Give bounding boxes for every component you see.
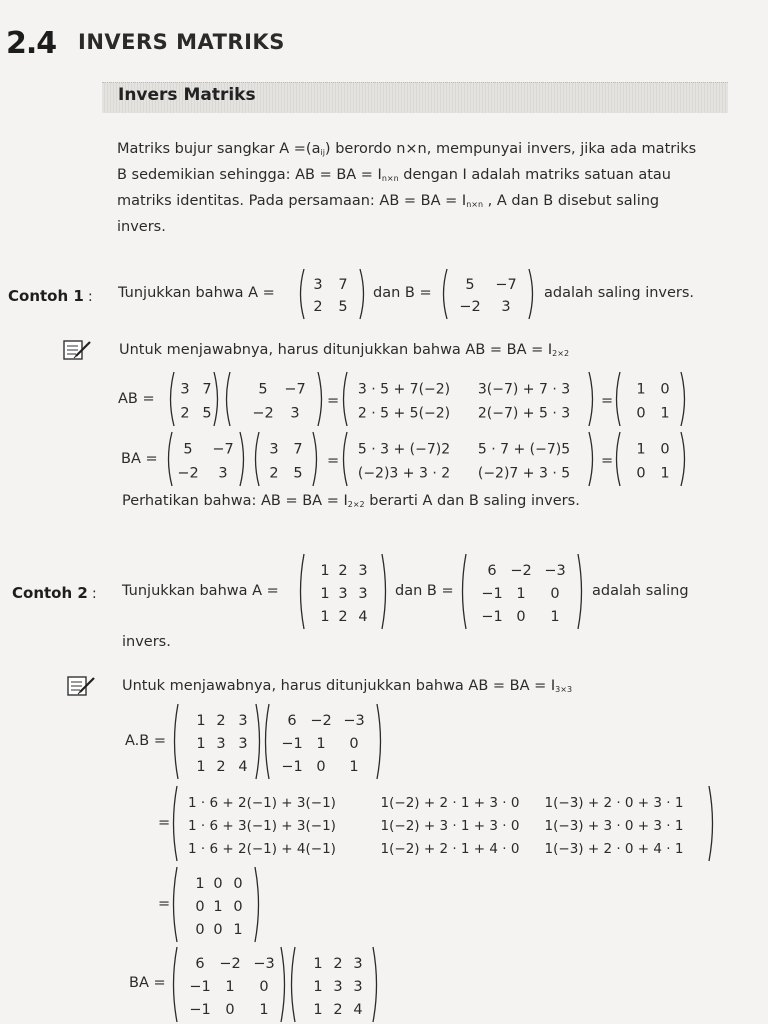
subscript: 2×2 [552,349,570,358]
ab3-factor-a-right-paren [256,704,260,779]
example-1-matrix-a-cell: 2 [313,299,323,316]
ab3-factor-b-right-paren [377,704,381,779]
ba-expanded-cell: 5 · 3 + (−7)2 [357,441,451,458]
ba-factor-b-cell: −7 [212,441,234,458]
ba3-factor-b-right-paren [281,947,285,1022]
ba3-factor-a-cell: 2 [333,1001,343,1018]
ba-expanded-cell: (−2)7 + 3 · 5 [477,465,571,482]
ba-expanded-cell: 5 · 7 + (−7)5 [477,441,571,458]
example-2-statement-pre: Tunjukkan bahwa A = [122,583,279,599]
ab3-factor-a-cell: 2 [216,712,226,729]
subscript: n×n [466,200,484,209]
example-2-matrix-b-right-paren [578,554,582,629]
example-2-statement-next: invers. [122,634,171,650]
ab3-factor-b-cell: −1 [281,758,303,775]
ab3-factor-b-cell: 0 [316,758,326,775]
ab-identity-cell: 0 [636,405,646,422]
example-2-matrix-a-cell: 3 [358,562,368,579]
example-1-matrix-b-right-paren [529,269,533,319]
ba3-factor-b-cell: −3 [253,955,275,972]
example-2-statement-mid: dan B = [395,583,454,599]
ba3-factor-a-cell: 4 [353,1001,363,1018]
ab-factor-a-cell: 2 [180,405,190,422]
ba3-factor-a-cell: 2 [333,955,343,972]
ab-factor-b-cell: −7 [284,381,306,398]
ab-factor-a-cell: 3 [180,381,190,398]
colon: : [87,289,93,305]
ba3-label: BA = [129,975,166,991]
equals-sign: = [327,453,340,469]
example-2-matrix-a-cell: 2 [338,608,348,625]
example-2-label-text: Contoh 2 [12,584,88,602]
equals-sign: = [158,896,171,912]
ab3-factor-b-cell: −3 [343,712,365,729]
ba-identity-cell: 0 [636,465,646,482]
ab-factor-a-cell: 5 [202,405,212,422]
intro-line-4: invers. [117,219,166,235]
ab3-identity-cell: 0 [213,875,223,892]
subsection-title: Invers Matriks [118,85,256,105]
example-1-label-text: Contoh 1 [8,287,84,305]
ba-factor-a-cell: 5 [293,465,303,482]
ba3-factor-a-cell: 1 [313,955,323,972]
ab3-factor-b-cell: 6 [287,712,297,729]
ba3-factor-a-cell: 3 [333,978,343,995]
ba3-factor-a-right-paren [373,947,377,1022]
example-2-matrix-b-cell: 0 [516,608,526,625]
ba-factor-a-cell: 3 [269,441,279,458]
ba-identity-cell: 1 [636,441,646,458]
ba-expanded-cell: (−2)3 + 3 · 2 [357,465,451,482]
ab-factor-b-cell: −2 [252,405,274,422]
ab3-factor-b-cell: 0 [349,735,359,752]
ab3-identity-left-paren [174,867,178,942]
ab3-factor-b-left-paren [266,704,270,779]
ba-factor-b-cell: 3 [218,465,228,482]
conclusion-text: Perhatikan bahwa: AB = BA = I [122,493,348,509]
example-1-matrix-a-left-paren [301,269,305,319]
example-2-matrix-a-cell: 3 [338,585,348,602]
example-1-statement-post: adalah saling invers. [544,285,695,301]
ab3-factor-a-left-paren [175,704,179,779]
ab3-expanded-cell: 1 · 6 + 3(−1) + 3(−1) [188,817,336,834]
example-2-matrix-b-cell: −3 [544,562,566,579]
ba3-factor-b-cell: 6 [195,955,205,972]
ab3-factor-a-cell: 1 [196,758,206,775]
equals-sign: = [158,815,171,831]
ba-expanded-left-paren [344,432,348,486]
ab3-factor-b-cell: 1 [316,735,326,752]
ab3-factor-a-cell: 4 [238,758,248,775]
ab3-expanded-cell: 1(−2) + 2 · 1 + 4 · 0 [380,840,520,857]
example-2-matrix-a-cell: 1 [320,585,330,602]
example-2-matrix-b-cell: 1 [516,585,526,602]
ab-factor-b-cell: 5 [258,381,268,398]
ab3-factor-a-cell: 3 [238,735,248,752]
ab3-identity-cell: 0 [195,898,205,915]
ab3-expanded-cell: 1(−2) + 3 · 1 + 3 · 0 [380,817,520,834]
example-2-statement-post: adalah saling [592,583,689,599]
example-1-matrix-b-cell: −2 [459,299,481,316]
example-2-matrix-a-cell: 2 [338,562,348,579]
ab3-factor-a-cell: 3 [216,735,226,752]
ab-identity-cell: 1 [636,381,646,398]
ab-expanded-cell: 2(−7) + 5 · 3 [477,405,571,422]
ba-factor-a-cell: 7 [293,441,303,458]
ba3-factor-a-cell: 3 [353,955,363,972]
ba3-factor-b-cell: −1 [189,978,211,995]
ab3-expanded-cell: 1 · 6 + 2(−1) + 4(−1) [188,840,336,857]
ab-expanded-cell: 3(−7) + 7 · 3 [477,381,571,398]
ab-factor-b-cell: 3 [290,405,300,422]
example-2-matrix-a-cell: 4 [358,608,368,625]
example-1-statement-mid: dan B = [373,285,432,301]
ab-factor-a-left-paren [171,372,175,426]
example-2-matrix-b-cell: 1 [550,608,560,625]
ab-label: AB = [118,391,155,407]
hint-text: Untuk menjawabnya, harus ditunjukkan bahwa AB = BA = I [122,678,556,694]
example-1-matrix-b-cell: 3 [501,299,511,316]
subscript: 2×2 [347,500,365,509]
example-1-matrix-b-cell: −7 [495,277,517,294]
intro-line-3: matriks identitas. Pada persamaan: AB = BA = I [117,193,467,209]
ba-factor-b-cell: 5 [183,441,193,458]
ba-expanded-right-paren [589,432,593,486]
ba-identity-cell: 1 [660,465,670,482]
ba-factor-b-right-paren [240,432,244,486]
example-1-matrix-a-right-paren [360,269,364,319]
ba3-factor-b-left-paren [174,947,178,1022]
ab-factor-a-cell: 7 [202,381,212,398]
ab-identity-cell: 0 [660,381,670,398]
hint-text: Untuk menjawabnya, harus ditunjukkan bahwa AB = BA = I [119,342,553,358]
ab3-identity-cell: 1 [195,875,205,892]
intro-line-1-rest: ) berordo n×n, mempunyai invers, jika ada matriks [324,141,697,157]
ab-expanded-cell: 2 · 5 + 5(−2) [357,405,451,422]
example-1-matrix-a-cell: 7 [338,277,348,294]
example-2-matrix-a-cell: 1 [320,608,330,625]
ab-expanded-right-paren [589,372,593,426]
example-2-matrix-a-right-paren [382,554,386,629]
ba-identity-left-paren [617,432,621,486]
ab3-factor-a-cell: 3 [238,712,248,729]
intro-line-2-rest: dengan I adalah matriks satuan atau [398,167,671,183]
example-1-matrix-a-cell: 3 [313,277,323,294]
equals-sign: = [327,393,340,409]
example-1-matrix-a-cell: 5 [338,299,348,316]
subscript: n×n [381,174,399,183]
ba3-factor-a-cell: 1 [313,1001,323,1018]
ab3-identity-cell: 0 [213,921,223,938]
section-title: INVERS MATRIKS [78,30,285,54]
ba-factor-a-left-paren [256,432,260,486]
ab3-factor-a-cell: 1 [196,735,206,752]
ab3-expanded-cell: 1(−2) + 2 · 1 + 3 · 0 [380,794,520,811]
ab-identity-cell: 1 [660,405,670,422]
ba3-factor-a-cell: 1 [313,978,323,995]
ab-factor-a-right-paren [214,372,218,426]
ab3-factor-b-cell: 1 [349,758,359,775]
ba-label: BA = [121,451,158,467]
subscript: ij [320,148,325,157]
ba3-factor-b-cell: −1 [189,1001,211,1018]
ba-factor-a-cell: 2 [269,465,279,482]
ab3-expanded-cell: 1(−3) + 2 · 0 + 4 · 1 [544,840,684,857]
ab-factor-b-left-paren [227,372,231,426]
intro-line-2: B sedemikian sehingga: AB = BA = I [117,167,382,183]
equals-sign: = [601,393,614,409]
ba-factor-a-right-paren [313,432,317,486]
ab3-expanded-cell: 1(−3) + 2 · 0 + 3 · 1 [544,794,684,811]
ab-identity-left-paren [617,372,621,426]
ba-identity-cell: 0 [660,441,670,458]
ab3-identity-cell: 1 [233,921,243,938]
ab3-identity-right-paren [255,867,259,942]
example-2-matrix-b-left-paren [463,554,467,629]
ab-identity-right-paren [681,372,685,426]
example-2-matrix-b-cell: −1 [481,585,503,602]
ba3-factor-b-cell: 0 [259,978,269,995]
example-2-matrix-a-cell: 1 [320,562,330,579]
ba3-factor-b-cell: 1 [225,978,235,995]
ba-identity-right-paren [681,432,685,486]
example-2-matrix-b-cell: −1 [481,608,503,625]
section-number: 2.4 [6,26,57,61]
ab3-expanded-left-paren [174,786,178,861]
example-2-matrix-a-left-paren [301,554,305,629]
ab3-expanded-cell: 1 · 6 + 2(−1) + 3(−1) [188,794,336,811]
intro-line-1: Matriks bujur sangkar A =(a [117,141,321,157]
ba3-factor-a-cell: 3 [353,978,363,995]
example-1-matrix-b-left-paren [444,269,448,319]
ab3-factor-b-cell: −2 [310,712,332,729]
intro-line-3-rest: , A dan B disebut saling [483,193,660,209]
example-2-matrix-b-cell: −2 [510,562,532,579]
example-2-matrix-b-cell: 0 [550,585,560,602]
ab3-identity-cell: 1 [213,898,223,915]
colon: : [91,586,97,602]
ab3-expanded-cell: 1(−3) + 3 · 0 + 3 · 1 [544,817,684,834]
ab3-identity-cell: 0 [233,898,243,915]
ba3-factor-a-left-paren [292,947,296,1022]
ab3-factor-a-cell: 1 [196,712,206,729]
ab3-factor-b-cell: −1 [281,735,303,752]
example-2-matrix-a-cell: 3 [358,585,368,602]
example-2-matrix-b-cell: 6 [487,562,497,579]
example-1-matrix-b-cell: 5 [465,277,475,294]
ba3-factor-b-cell: −2 [219,955,241,972]
conclusion-rest: berarti A dan B saling invers. [364,493,580,509]
ba3-factor-b-cell: 1 [259,1001,269,1018]
ab3-label: A.B = [125,733,166,749]
ab3-factor-a-cell: 2 [216,758,226,775]
ba-factor-b-cell: −2 [177,465,199,482]
ba-factor-b-left-paren [169,432,173,486]
example-1-statement-pre: Tunjukkan bahwa A = [118,285,275,301]
ab3-expanded-right-paren [709,786,713,861]
ab-expanded-left-paren [344,372,348,426]
subscript: 3×3 [555,685,573,694]
ab3-identity-cell: 0 [233,875,243,892]
ab-expanded-cell: 3 · 5 + 7(−2) [357,381,451,398]
equals-sign: = [601,453,614,469]
ab3-identity-cell: 0 [195,921,205,938]
ba3-factor-b-cell: 0 [225,1001,235,1018]
ab-factor-b-right-paren [318,372,322,426]
